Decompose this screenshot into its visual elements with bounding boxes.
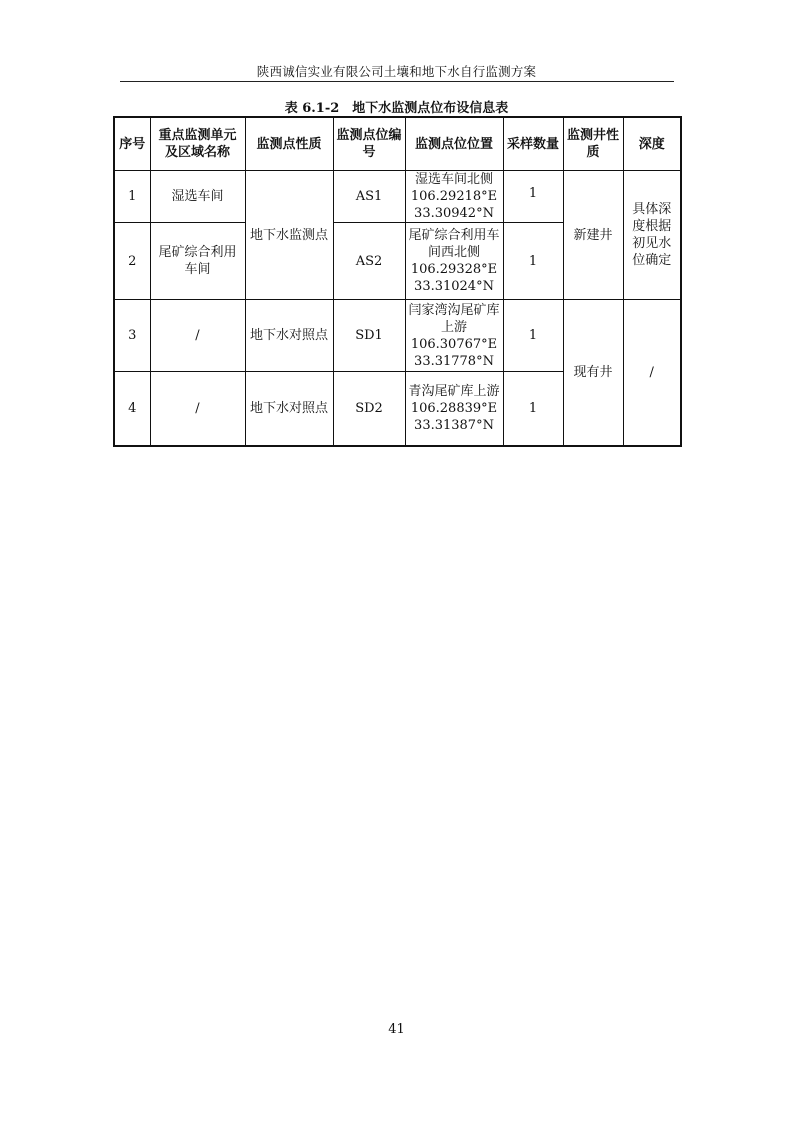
header-well: 监测井性质 — [563, 117, 623, 171]
groundwater-monitoring-table — [113, 116, 682, 447]
cell-index: 2 — [114, 223, 150, 300]
cell-samples: 1 — [503, 171, 563, 223]
cell-location — [405, 223, 503, 300]
location-latitude: 33.31024°N — [414, 279, 494, 294]
cell-code: SD1 — [333, 300, 405, 372]
cell-depth: 具体深度根据初见水位确定 — [623, 171, 681, 300]
cell-well: 新建井 — [563, 171, 623, 300]
cell-index: 4 — [114, 372, 150, 446]
header-nature: 监测点性质 — [245, 117, 333, 171]
cell-code: AS1 — [333, 171, 405, 223]
cell-unit: 尾矿综合利用车间 — [150, 223, 245, 300]
cell-location — [405, 300, 503, 372]
header-unit: 重点监测单元及区域名称 — [150, 117, 245, 171]
table-caption: 表 6.1-2 地下水监测点位布设信息表 — [284, 101, 509, 116]
cell-index: 3 — [114, 300, 150, 372]
cell-samples: 1 — [503, 223, 563, 300]
location-latitude: 33.31387°N — [414, 417, 494, 433]
cell-nature — [245, 171, 333, 300]
location-desc: 青沟尾矿库上游 — [408, 383, 500, 399]
header-index: 序号 — [114, 117, 150, 171]
cell-well: 现有井 — [563, 300, 623, 446]
cell-samples: 1 — [503, 372, 563, 446]
location-longitude: 106.28839°E — [410, 400, 498, 416]
location-desc: 湿选车间北侧 — [414, 172, 493, 187]
header-location: 监测点位位置 — [405, 117, 503, 171]
cell-depth: / — [623, 300, 681, 446]
cell-nature: 地下水对照点 — [245, 300, 333, 372]
cell-index: 1 — [114, 171, 150, 223]
running-header: 陕西诚信实业有限公司土壤和地下水自行监测方案 — [256, 64, 537, 79]
location-latitude: 33.31778°N — [414, 353, 494, 369]
location-desc: 尾矿综合利用车间西北侧 — [408, 228, 500, 260]
location-latitude: 33.30942°N — [414, 206, 494, 221]
cell-unit: / — [150, 372, 245, 446]
header-code: 监测点位编号 — [333, 117, 405, 171]
cell-location — [405, 372, 503, 446]
header-depth: 深度 — [623, 117, 681, 171]
location-longitude: 106.30767°E — [410, 336, 498, 352]
location-longitude: 106.29218°E — [410, 189, 498, 204]
table-row — [114, 300, 681, 372]
nature-text: 地下水监测点 — [249, 227, 328, 243]
page-number: 41 — [388, 1022, 405, 1037]
cell-nature: 地下水对照点 — [245, 372, 333, 446]
header-samples: 采样数量 — [503, 117, 563, 171]
table-header-row — [114, 117, 681, 171]
cell-unit: / — [150, 300, 245, 372]
table-row — [114, 171, 681, 223]
location-longitude: 106.29328°E — [410, 262, 498, 277]
cell-samples: 1 — [503, 300, 563, 372]
cell-location — [405, 171, 503, 223]
cell-unit: 湿选车间 — [150, 171, 245, 223]
cell-code: AS2 — [333, 223, 405, 300]
cell-code: SD2 — [333, 372, 405, 446]
location-desc: 闫家湾沟尾矿库上游 — [408, 302, 500, 335]
header-rule — [120, 81, 674, 82]
